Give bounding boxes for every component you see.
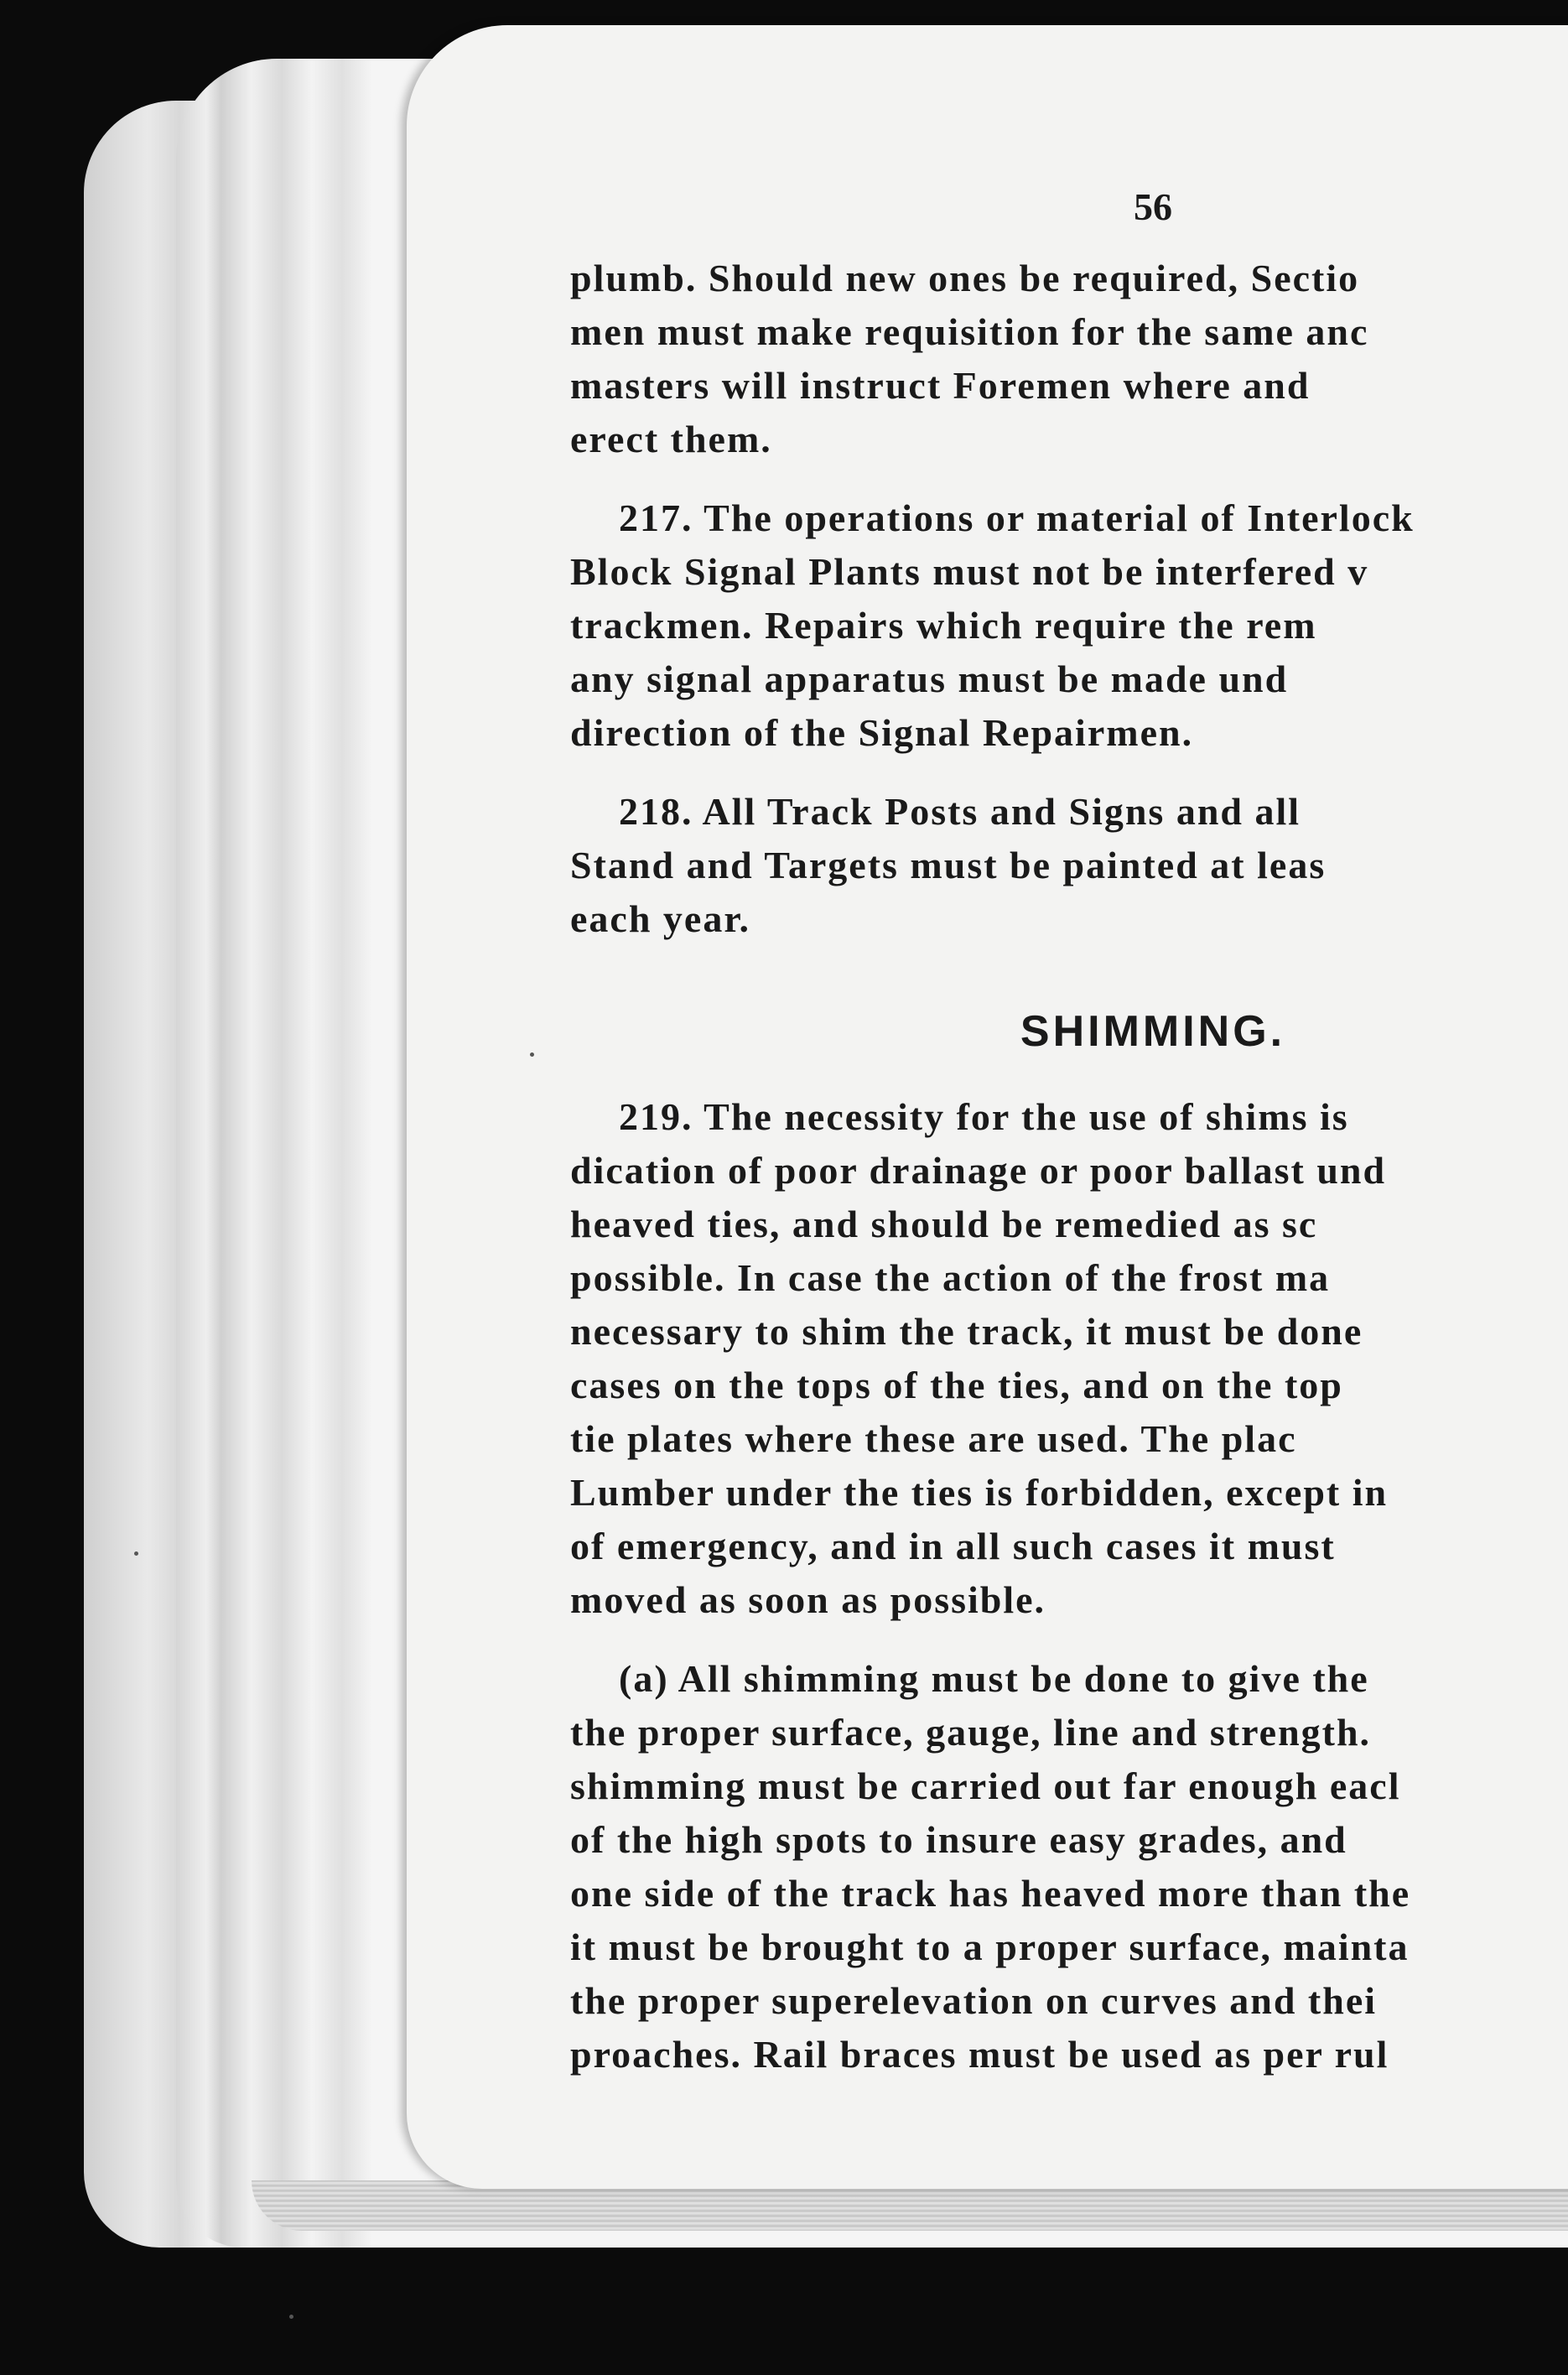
page-body [570,252,1568,2097]
text-line: (a) All shimming must be done to give the [619,1657,1369,1700]
text-line: 217. The operations or material of Interlock [619,496,1415,539]
page-text [570,168,1568,2097]
text-line: plumb. Should new ones be required, Sectio [570,257,1360,299]
text-line: masters will instruct Foremen where and [570,364,1311,407]
paragraph-219a [570,1652,1568,2081]
text-line: tie plates where these are used. The plac [570,1417,1297,1460]
text-line: each year. [570,897,751,940]
text-line: heaved ties, and should be remedied as sc [570,1203,1318,1245]
text-line: trackmen. Repairs which require the rem [570,604,1317,647]
text-line: of the high spots to insure easy grades, and [570,1818,1347,1861]
text-line: Block Signal Plants must not be interfered v [570,550,1369,593]
text-line: one side of the track has heaved more than the [570,1872,1411,1915]
paragraph-219 [570,1090,1568,1627]
paragraph [570,252,1568,466]
text-line: 219. The necessity for the use of shims is [619,1095,1349,1138]
text-line: men must make requisition for the same anc [570,310,1369,353]
text-line: cases on the tops of the ties, and on the top [570,1364,1343,1406]
paragraph-217 [570,491,1568,760]
text-line: the proper superelevation on curves and thei [570,1979,1378,2022]
text-line: possible. In case the action of the frost ma [570,1256,1331,1299]
speck [530,1052,534,1057]
text-line: moved as soon as possible. [570,1578,1046,1621]
text-line: it must be brought to a proper surface, mainta [570,1925,1410,1968]
text-line: proaches. Rail braces must be used as per rul [570,2033,1389,2076]
text-line: the proper surface, gauge, line and strength. [570,1711,1372,1754]
paragraph-218 [570,785,1568,946]
text-line: direction of the Signal Repairmen. [570,711,1194,754]
text-line: any signal apparatus must be made und [570,657,1289,700]
text-line: Stand and Targets must be painted at leas [570,844,1327,886]
text-line: 218. All Track Posts and Signs and all [619,790,1301,833]
text-line: of emergency, and in all such cases it must [570,1525,1336,1567]
text-line: necessary to shim the track, it must be done [570,1310,1363,1353]
speck [134,1551,138,1556]
text-line: erect them. [570,418,772,460]
text-line: dication of poor drainage or poor ballast und [570,1149,1387,1192]
text-line: shimming must be carried out far enough eacl [570,1764,1401,1807]
text-line: Lumber under the ties is forbidden, except in [570,1471,1389,1514]
section-heading: SHIMMING. [1020,1007,1286,1056]
speck [289,2315,293,2319]
page-number: 56 [1134,185,1172,228]
